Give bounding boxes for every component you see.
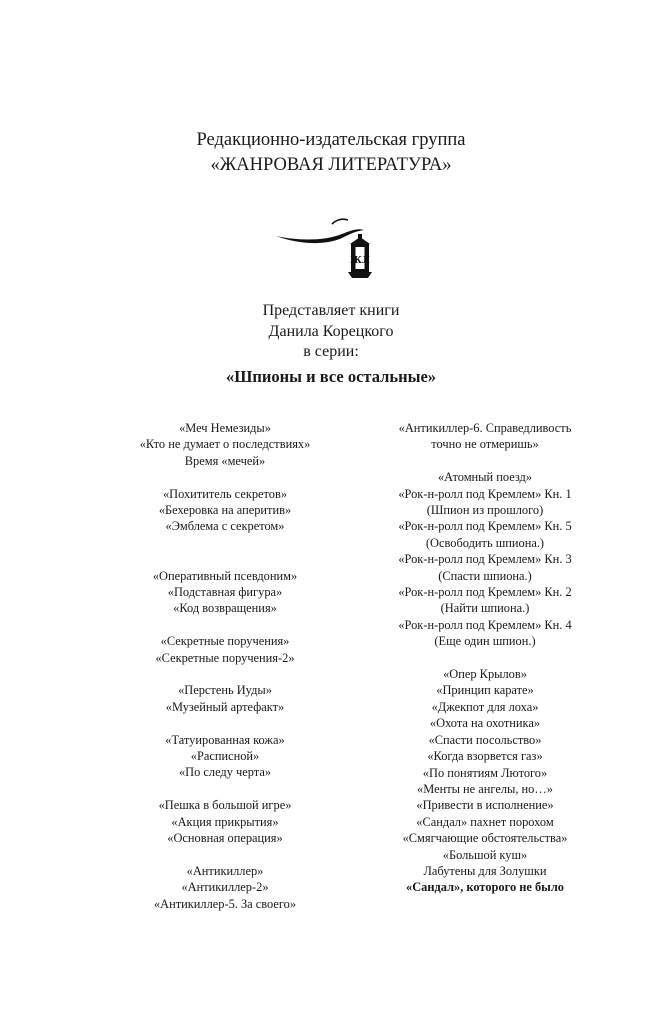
book-list-right bbox=[362, 420, 608, 896]
book-title: «Спасти посольство» bbox=[428, 732, 542, 747]
series-title: «Шпионы и все остальные» bbox=[225, 367, 437, 386]
book-subtitle: (Найти шпиона.) bbox=[440, 601, 530, 616]
book-title: «Музейный артефакт» bbox=[165, 699, 285, 714]
logo-graphic bbox=[272, 212, 382, 282]
book-title: «Смягчающие обстоятельства» bbox=[402, 831, 568, 846]
book-title: «Атомный поезд» bbox=[437, 470, 533, 485]
book-title: «Большой куш» bbox=[442, 847, 528, 862]
book-title: «По понятиям Лютого» bbox=[422, 765, 548, 780]
book-title: «Татуированная кожа» bbox=[165, 732, 285, 747]
book-title: «Рок-н-ролл под Кремлем» Кн. 1 bbox=[398, 486, 572, 501]
publisher-block bbox=[0, 128, 662, 178]
book-title: «Эмблема с секретом» bbox=[165, 519, 285, 534]
book-title: «Основная операция» bbox=[167, 831, 283, 846]
book-title: «Охота на охотника» bbox=[429, 716, 541, 731]
book-title: «Кто не думает о последствиях» bbox=[139, 437, 311, 452]
book-title: «Сандал» пахнет порохом bbox=[416, 814, 554, 829]
book-title: Лабутены для Золушки bbox=[423, 863, 547, 878]
logo-letters: ЖЛ bbox=[350, 256, 370, 266]
author-name: Данила Корецкого bbox=[268, 322, 394, 340]
book-title: «Расписной» bbox=[190, 749, 260, 764]
book-title: «Бехеровка на аперитив» bbox=[158, 503, 292, 518]
book-title: «Опер Крылов» bbox=[443, 667, 527, 682]
book-title: «Антикиллер-2» bbox=[181, 880, 269, 895]
book-title: «Антикиллер» bbox=[186, 863, 264, 878]
book-title: «Джекпот для лоха» bbox=[431, 699, 539, 714]
book-title: «Менты не ангелы, но…» bbox=[417, 781, 553, 796]
book-title: «Антикиллер-5. За своего» bbox=[153, 896, 297, 911]
book-title: «Код возвращения» bbox=[173, 601, 277, 616]
book-title: точно не отмеришь» bbox=[431, 437, 539, 452]
intro-line-3: в серии: bbox=[303, 343, 359, 360]
book-title: «Похититель секретов» bbox=[162, 486, 288, 501]
book-title: «Рок-н-ролл под Кремлем» Кн. 5 bbox=[398, 519, 572, 534]
book-title: «Перстень Иуды» bbox=[178, 683, 272, 698]
book-title: Время «мечей» bbox=[184, 453, 266, 468]
book-title: «Рок-н-ролл под Кремлем» Кн. 2 bbox=[398, 585, 572, 600]
book-title: «Оперативный псевдоним» bbox=[152, 568, 298, 583]
book-title-latest: «Сандал», которого не было bbox=[406, 880, 564, 895]
book-title: «Рок-н-ролл под Кремлем» Кн. 4 bbox=[398, 617, 572, 632]
book-title: «Привести в исполнение» bbox=[416, 798, 554, 813]
book-title: «Меч Немезиды» bbox=[179, 421, 271, 435]
book-title: «Акция прикрытия» bbox=[171, 814, 279, 829]
lantern-logo-icon bbox=[272, 212, 382, 282]
book-title: «Когда взорвется газ» bbox=[427, 749, 543, 764]
book-subtitle: (Еще один шпион.) bbox=[434, 634, 536, 649]
book-subtitle: (Освободить шпиона.) bbox=[425, 535, 545, 550]
book-list-left bbox=[108, 420, 342, 912]
publisher-imprint: «ЖАНРОВАЯ ЛИТЕРАТУРА» bbox=[210, 155, 452, 175]
book-title: «Антикиллер-6. Справедливость bbox=[398, 421, 572, 435]
publisher-name: Редакционно-издательская группа bbox=[196, 130, 466, 150]
book-title: «Подставная фигура» bbox=[167, 585, 283, 600]
book-subtitle: (Спасти шпиона.) bbox=[438, 568, 532, 583]
intro-line-1: Представляет книги bbox=[262, 302, 400, 319]
book-title: «Секретные поручения-2» bbox=[155, 650, 295, 665]
book-title: «Секретные поручения» bbox=[160, 634, 290, 649]
book-subtitle: (Шпион из прошлого) bbox=[426, 503, 544, 518]
book-title: «Пешка в большой игре» bbox=[158, 798, 292, 813]
intro-block bbox=[0, 301, 662, 363]
book-title: «Рок-н-ролл под Кремлем» Кн. 3 bbox=[398, 552, 572, 567]
book-title: «Принцип карате» bbox=[436, 683, 534, 698]
book-title: «По следу черта» bbox=[178, 765, 272, 780]
